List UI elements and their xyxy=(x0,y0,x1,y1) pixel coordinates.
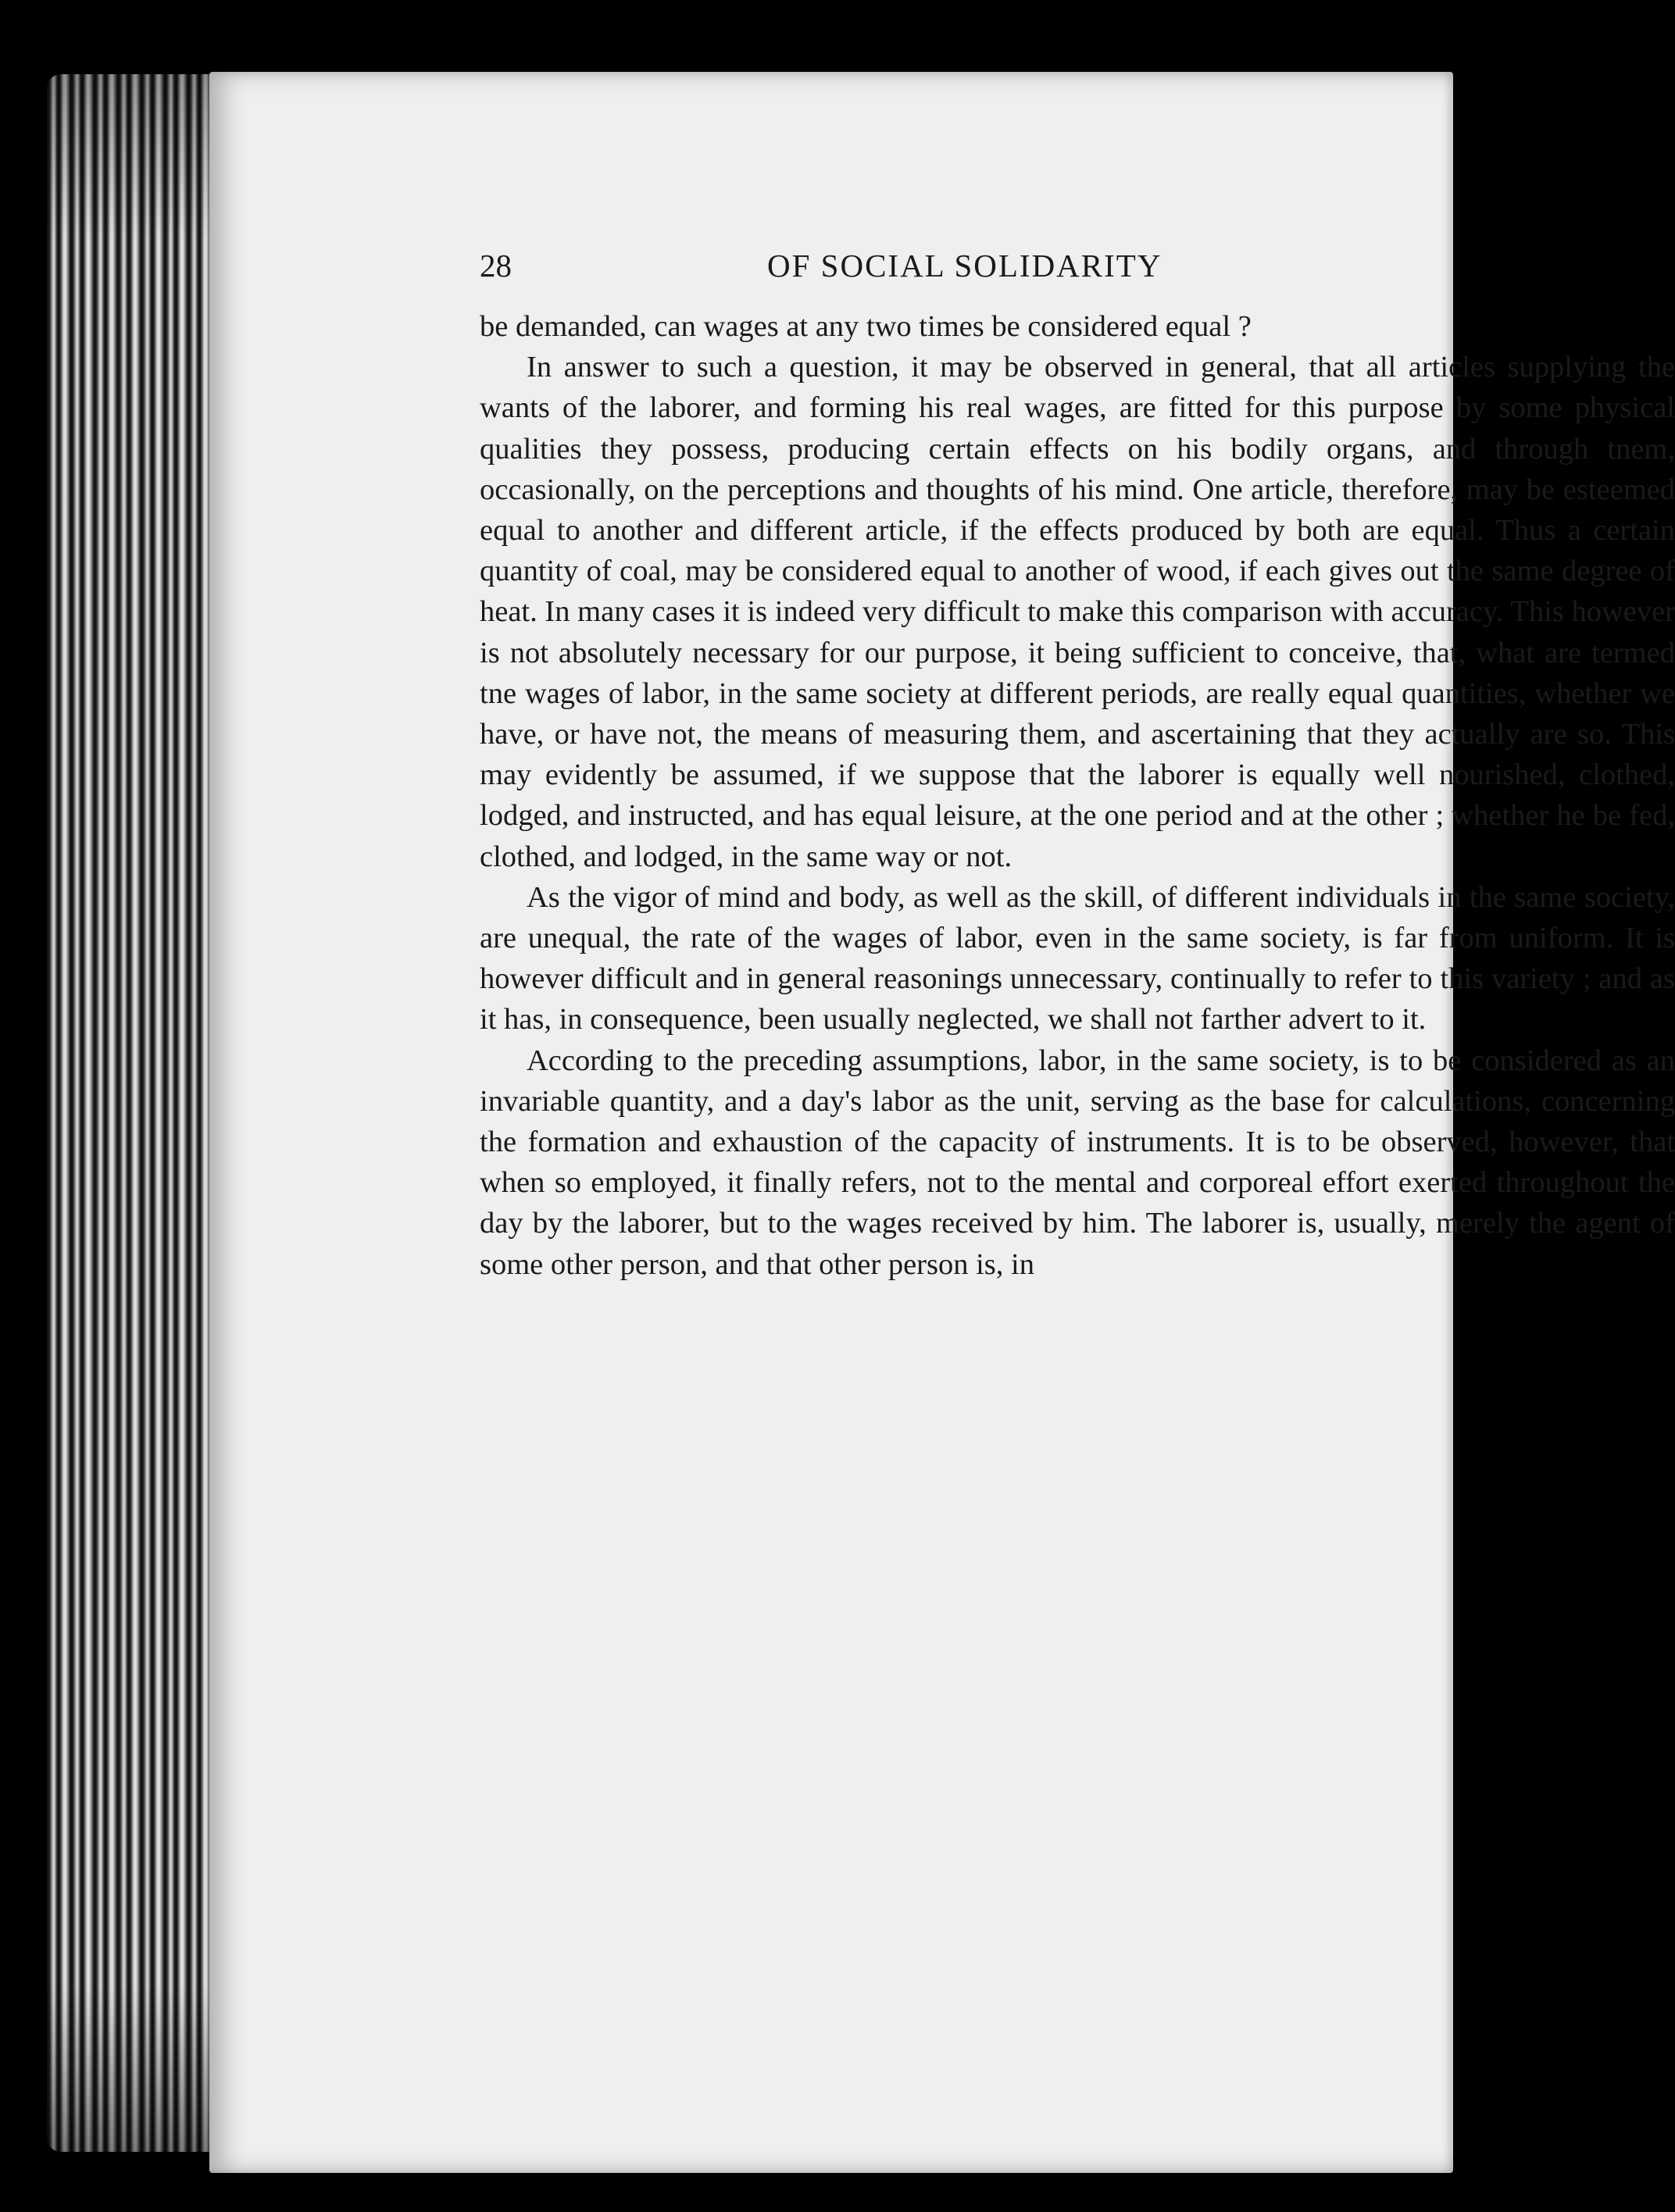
paragraph: According to the preceding assumptions, labor, in the same society, is to be considered as an invariable quantity, and a day's labor as the unit, serving as the base for calculations, concerning the formation and exhaustion of the capacity of instruments. It is to be observed, however, that when so employed, it finally refers, not to the mental and corporeal effort exerted throughout the day by the laborer, but to the wages received by him. The laborer is, usually, merely the agent of some other person, and that other person is, in xyxy=(480,1044,1675,1281)
running-title: OF SOCIAL SOLIDARITY xyxy=(767,248,1162,284)
body-text xyxy=(480,306,1675,1285)
paragraph: In answer to such a question, it may be observed in general, that all articles supplying the wants of the laborer, and forming his real wages, are fitted for this purpose by some physical qualities they possess, producing certain effects on his bodily organs, and through tnem, occasionally, on the perceptions and thoughts of his mind. One article, therefore, may be esteemed equal to another and different article, if the effects produced by both are equal. Thus a certain quantity of coal, may be considered equal to another of wood, if each gives out the same degree of heat. In many cases it is indeed very difficult to make this comparison with accuracy. This however is not absolutely necessary for our purpose, it being sufficient to conceive, that, what are termed tne wages of labor, in the same society at different periods, are really equal quantities, whether we have, or have not, the means of measuring them, and ascertaining that they actually are so. This may evidently be assumed, if we suppose that the laborer is equally well nourished, clothed, lodged, and instructed, and has equal leisure, at the one period and at the other ; whether he be fed, clothed, and lodged, in the same way or not. xyxy=(480,351,1675,873)
page-content xyxy=(267,244,1675,1281)
page-number: 28 xyxy=(480,248,512,284)
paragraph: As the vigor of mind and body, as well as the skill, of different individuals in the same society, are unequal, the rate of the wages of labor, even in the same society, is far from uniform. It is however difficult and in general reasonings unnecessary, continually to refer to this variety ; and as it has, in consequence, been usually neglected, we shall not farther advert to it. xyxy=(480,880,1675,1036)
paragraph-continuation: be demanded, can wages at any two times be considered equal ? xyxy=(480,310,1252,343)
running-head xyxy=(267,244,1409,287)
book-page-edges xyxy=(47,74,215,2152)
